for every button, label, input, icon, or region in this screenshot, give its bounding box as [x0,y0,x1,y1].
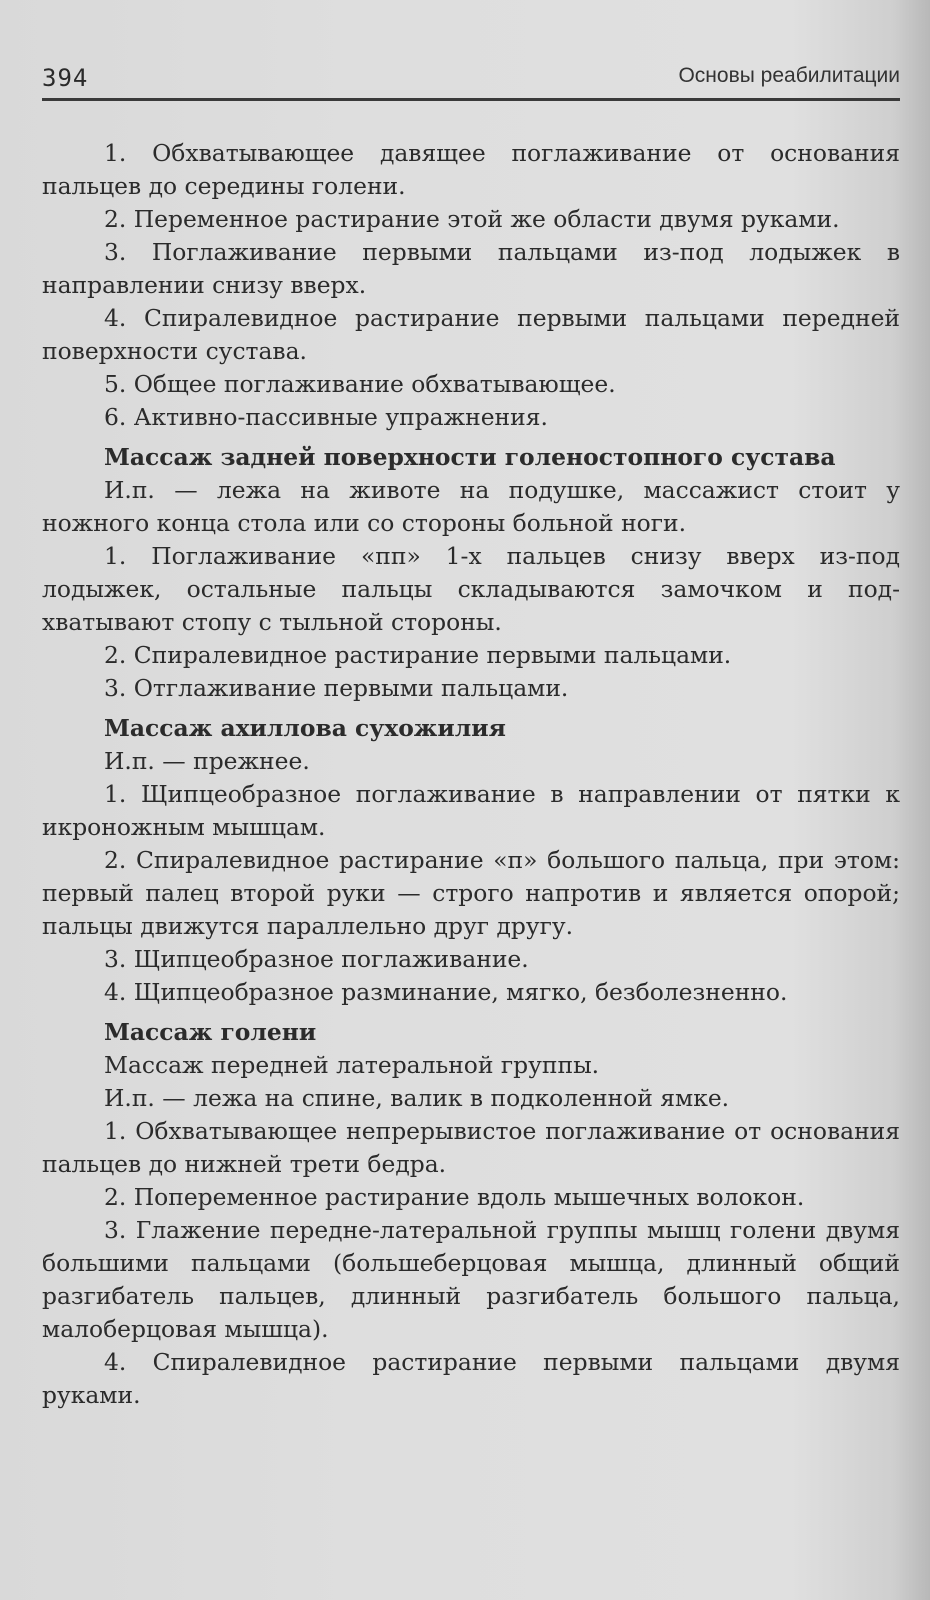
paragraph: 2. Попеременное растирание вдоль мышечных волокон. [104,1183,805,1211]
section-heading: Массаж ахиллова сухожилия [104,714,506,742]
paragraph: 3. Глажение передне-латеральной группы мышц голени двумя большими пальцами (большеберцовая мышца, длинный общий разгибатель пальцев, длинный разгибатель большого пальца, малоберцовая мышца). [42,1216,900,1343]
page-number: 394 [42,64,89,92]
section-heading: Массаж задней поверхности голеностопного сустава [104,443,836,471]
paragraph: 4. Щипцеобразное разминание, мягко, безболезненно. [104,978,788,1006]
running-title: Основы реабилитации [678,64,900,87]
paragraph: И.п. — прежнее. [104,747,310,775]
paragraph: 3. Поглаживание первыми пальцами из-под лодыжек в направлении снизу вверх. [42,238,900,299]
paragraph: 4. Спиралевидное растирание первыми пальцами передней поверхности сустава. [42,304,900,365]
paragraph: 2. Спиралевидное растирание первыми пальцами. [104,641,732,669]
page-body [42,137,900,1412]
paragraph: 1. Поглаживание «пп» 1-х пальцев снизу вверх из-под лодыжек, остальные пальцы складываются замочком и подхватывают стопу с тыльной стороны. [42,542,900,636]
section-heading: Массаж голени [104,1018,317,1046]
paragraph: И.п. — лежа на животе на подушке, массажист стоит у ножного конца стола или со стороны больной ноги. [42,476,900,537]
page-header [42,58,900,101]
paragraph: 1. Обхватывающее непрерывистое поглаживание от основания пальцев до нижней трети бедра. [42,1117,900,1178]
paragraph: 1. Обхватывающее давящее поглаживание от основания пальцев до середины голени. [42,139,900,200]
paragraph: 3. Щипцеобразное поглаживание. [104,945,529,973]
paragraph: И.п. — лежа на спине, валик в подколенной ямке. [104,1084,730,1112]
paragraph: 1. Щипцеобразное поглаживание в направлении от пятки к икроножным мышцам. [42,780,900,841]
paragraph: 4. Спиралевидное растирание первыми пальцами двумя руками. [42,1348,900,1409]
paragraph: 2. Спиралевидное растирание «п» большого пальца, при этом: первый палец второй руки — строго напротив и является опорой; пальцы движутся параллельно друг другу. [42,846,900,940]
paragraph: 3. Отглаживание первыми пальцами. [104,674,569,702]
paragraph: 5. Общее поглаживание обхватывающее. [104,370,616,398]
paragraph: 6. Активно-пассивные упражнения. [104,403,548,431]
paragraph: Массаж передней латеральной группы. [104,1051,600,1079]
paragraph: 2. Переменное растирание этой же области двумя руками. [104,205,840,233]
